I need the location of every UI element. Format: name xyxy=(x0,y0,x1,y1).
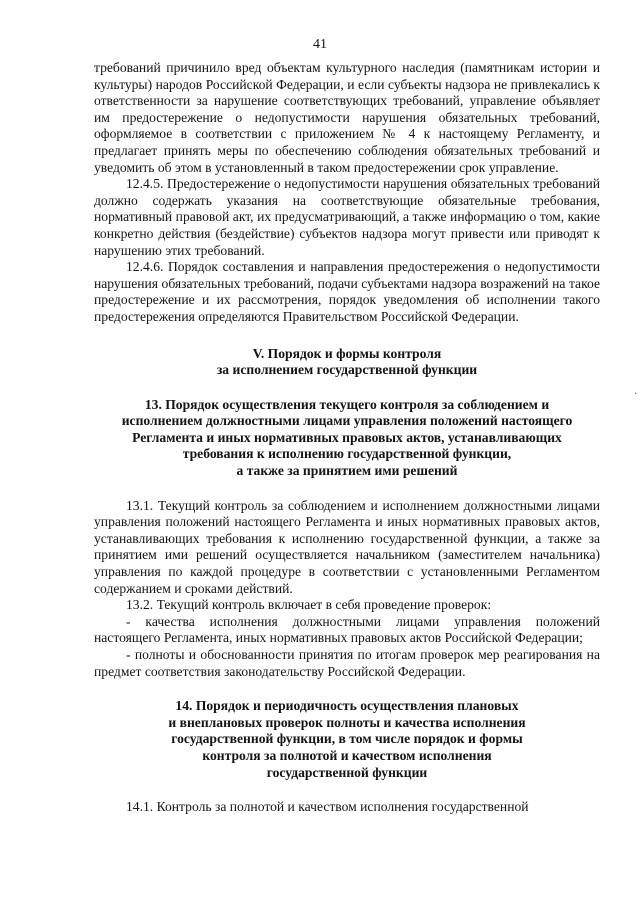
heading-line: исполнением должностными лицами управления положений настоящего xyxy=(121,413,573,429)
paragraph-12-4-6: 12.4.6. Порядок составления и направления предостережения о недопустимости нарушения обязательных требований, подачи субъектами надзора возражений на такое предостережение и их рассмотрения, порядок уведомления об исполнении такого предостережения определяются Правительством Российской Федерации. xyxy=(94,259,600,324)
paragraph-13-1: 13.1. Текущий контроль за соблюдением и исполнением должностными лицами управления положений настоящего Регламента и иных нормативных правовых актов, устанавливающих требования к исполнению государственной функции, а также за принятием ими решений осуществляется начальником (заместителем начальника) управления по каждой процедуре в соответствии с установленными Регламентом содержанием и сроками действий. xyxy=(94,497,600,596)
document-body xyxy=(94,60,600,816)
heading-line: V. Порядок и формы контроля xyxy=(252,345,442,361)
heading-line: 14. Порядок и периодичность осуществления плановых xyxy=(175,698,519,714)
paragraph-12-4-5: 12.4.5. Предостережение о недопустимости нарушения обязательных требований должно содержать указания на соответствующие обязательные требования, нормативный правовой акт, их предусматривающий, а также информацию о том, какие конкретно действия (бездействие) субъектов надзора могут привести или приводят к нарушению этих требований. xyxy=(94,176,600,258)
page-number: 41 xyxy=(313,37,327,52)
heading-line: а также за принятием ими решений xyxy=(236,463,458,479)
heading-line: 13. Порядок осуществления текущего контроля за соблюдением и xyxy=(144,396,550,412)
paragraph-13-2: 13.2. Текущий контроль включает в себя проведение проверок: xyxy=(126,597,492,613)
margin-mark: . xyxy=(634,385,637,397)
section-v-heading xyxy=(94,346,600,379)
heading-line: контроля за полнотой и качеством исполнения xyxy=(202,747,492,763)
heading-line: требования к исполнению государственной функции, xyxy=(182,446,512,462)
list-item-completeness: - полноты и обоснованности принятия по итогам проверок мер реагирования на предмет соответствия законодательству Российской Федерации. xyxy=(94,647,600,679)
heading-line: государственной функции, в том числе порядок и формы xyxy=(171,731,523,747)
list-item-quality: - качества исполнения должностными лицами управления положений настоящего Регламента, иных нормативных правовых актов Российской Федерации; xyxy=(94,613,600,646)
paragraph-continuation: требований причинило вред объектам культурного наследия (памятникам истории и культуры) народов Российской Федерации, и если субъекты надзора не привлекались к ответственности за нарушение соответствующих требований, управление объявляет им предостережение о недопустимости нарушения обязательных требований, оформляемое в соответствии с приложением № 4 к настоящему Регламенту, и предлагает принять меры по обеспечению соблюдения обязательных требований и уведомить об этом в установленный в таком предостережении срок управление. xyxy=(94,60,600,175)
heading-line: за исполнением государственной функции xyxy=(216,362,478,378)
section-14-heading xyxy=(94,698,600,781)
heading-line: Регламента и иных нормативных правовых актов, устанавливающих xyxy=(132,429,562,445)
heading-line: и внеплановых проверок полноты и качества исполнения xyxy=(168,714,526,730)
section-13-heading xyxy=(94,397,600,480)
heading-line: государственной функции xyxy=(266,764,428,780)
paragraph-14-1: 14.1. Контроль за полнотой и качеством исполнения государственной xyxy=(126,799,529,815)
